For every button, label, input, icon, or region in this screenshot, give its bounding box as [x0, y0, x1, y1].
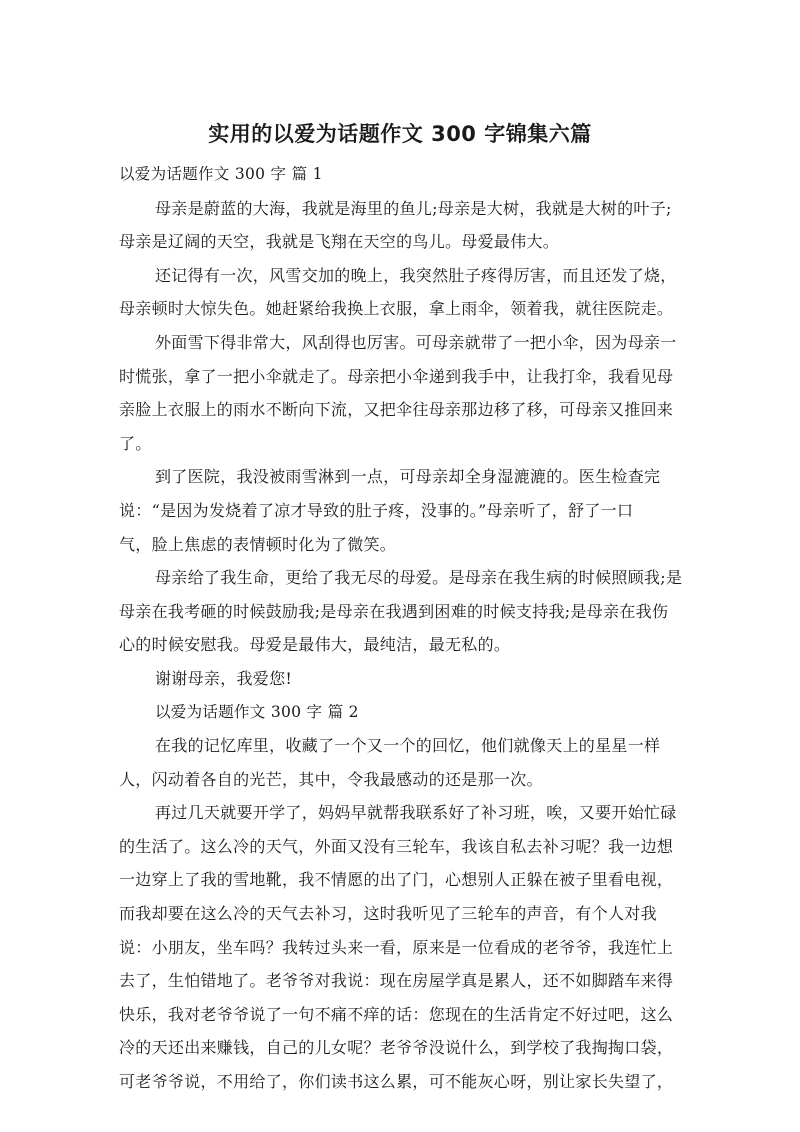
paragraph-line: 在我的记忆库里，收藏了一个又一个的回忆，他们就像天上的星星一样	[155, 736, 661, 756]
paragraph-line: 说：“是因为发烧着了凉才导致的肚子疼，没事的。”母亲听了，舒了一口	[119, 500, 634, 520]
paragraph-line: 母亲是辽阔的天空，我就是飞翔在天空的鸟儿。母爱最伟大。	[119, 232, 560, 252]
paragraph-line: 的生活了。这么冷的天气，外面又没有三轮车，我该自私去补习呢？我一边想	[119, 836, 674, 856]
paragraph-line: 快乐，我对老爷爷说了一句不痛不痒的话：您现在的生活肯定不好过吧，这么	[119, 1004, 674, 1024]
section-heading: 以爱为话题作文 300 字 篇 2	[155, 702, 359, 721]
paragraph-line: 母亲顿时大惊失色。她赶紧给我换上衣服，拿上雨伞，领着我，就往医院走。	[119, 299, 674, 319]
paragraph-line: 到了医院，我没被雨雪淋到一点，可母亲却全身湿漉漉的。医生检查完	[155, 467, 661, 487]
paragraph-line: 再过几天就要开学了，妈妈早就帮我联系好了补习班，唉，又要开始忙碌	[155, 803, 677, 823]
paragraph-line: 亲脸上衣服上的雨水不断向下流，又把伞往母亲那边移了移，可母亲又推回来	[119, 400, 674, 420]
paragraph-line: 谢谢母亲，我爱您!	[155, 668, 293, 688]
paragraph-line: 去了，生怕错地了。老爷爷对我说：现在房屋学真是累人，还不如脚踏车来得	[119, 971, 674, 991]
paragraph-line: 母亲在我考砸的时候鼓励我;是母亲在我遇到困难的时候支持我;是母亲在我伤	[119, 601, 669, 621]
paragraph-line: 人，闪动着各自的光芒，其中，令我最感动的还是那一次。	[119, 769, 543, 789]
paragraph-line: 了。	[119, 433, 152, 453]
paragraph-line: 一边穿上了我的雪地靴，我不情愿的出了门，心想别人正躲在被子里看电视，	[119, 870, 674, 890]
paragraph-line: 心的时候安慰我。母爱是最伟大，最纯洁，最无私的。	[119, 635, 511, 655]
paragraph-line: 还记得有一次，风雪交加的晚上，我突然肚子疼得厉害，而且还发了烧，	[155, 265, 677, 285]
paragraph-line: 而我却要在这么冷的天气去补习，这时我听见了三轮车的声音，有个人对我	[119, 904, 657, 924]
paragraph-line: 母亲是蔚蓝的大海，我就是海里的鱼儿;母亲是大树，我就是大树的叶子;	[155, 198, 672, 218]
paragraph-line: 气，脸上焦虑的表情顿时化为了微笑。	[119, 534, 397, 554]
section-heading: 以爱为话题作文 300 字 篇 1	[119, 165, 323, 183]
paragraph-line: 说：小朋友，坐车吗？我转过头来一看，原来是一位看成的老爷爷，我连忙上	[119, 937, 674, 957]
paragraph-line: 时慌张，拿了一把小伞就走了。母亲把小伞递到我手中，让我打伞，我看见母	[119, 366, 674, 386]
paragraph-line: 可老爷爷说，不用给了，你们读书这么累，可不能灰心呀，别让家长失望了，	[119, 1072, 674, 1092]
document-title: 实用的以爱为话题作文 300 字锦集六篇	[208, 122, 592, 146]
document-body	[119, 158, 683, 1099]
paragraph-line: 母亲给了我生命，更给了我无尽的母爱。是母亲在我生病的时候照顾我;是	[155, 568, 683, 588]
paragraph-line: 外面雪下得非常大，风刮得也厉害。可母亲就带了一把小伞，因为母亲一	[155, 332, 677, 352]
paragraph-line: 冷的天还出来赚钱，自己的儿女呢？老爷爷没说什么，到学校了我掏掏口袋，	[119, 1038, 674, 1058]
